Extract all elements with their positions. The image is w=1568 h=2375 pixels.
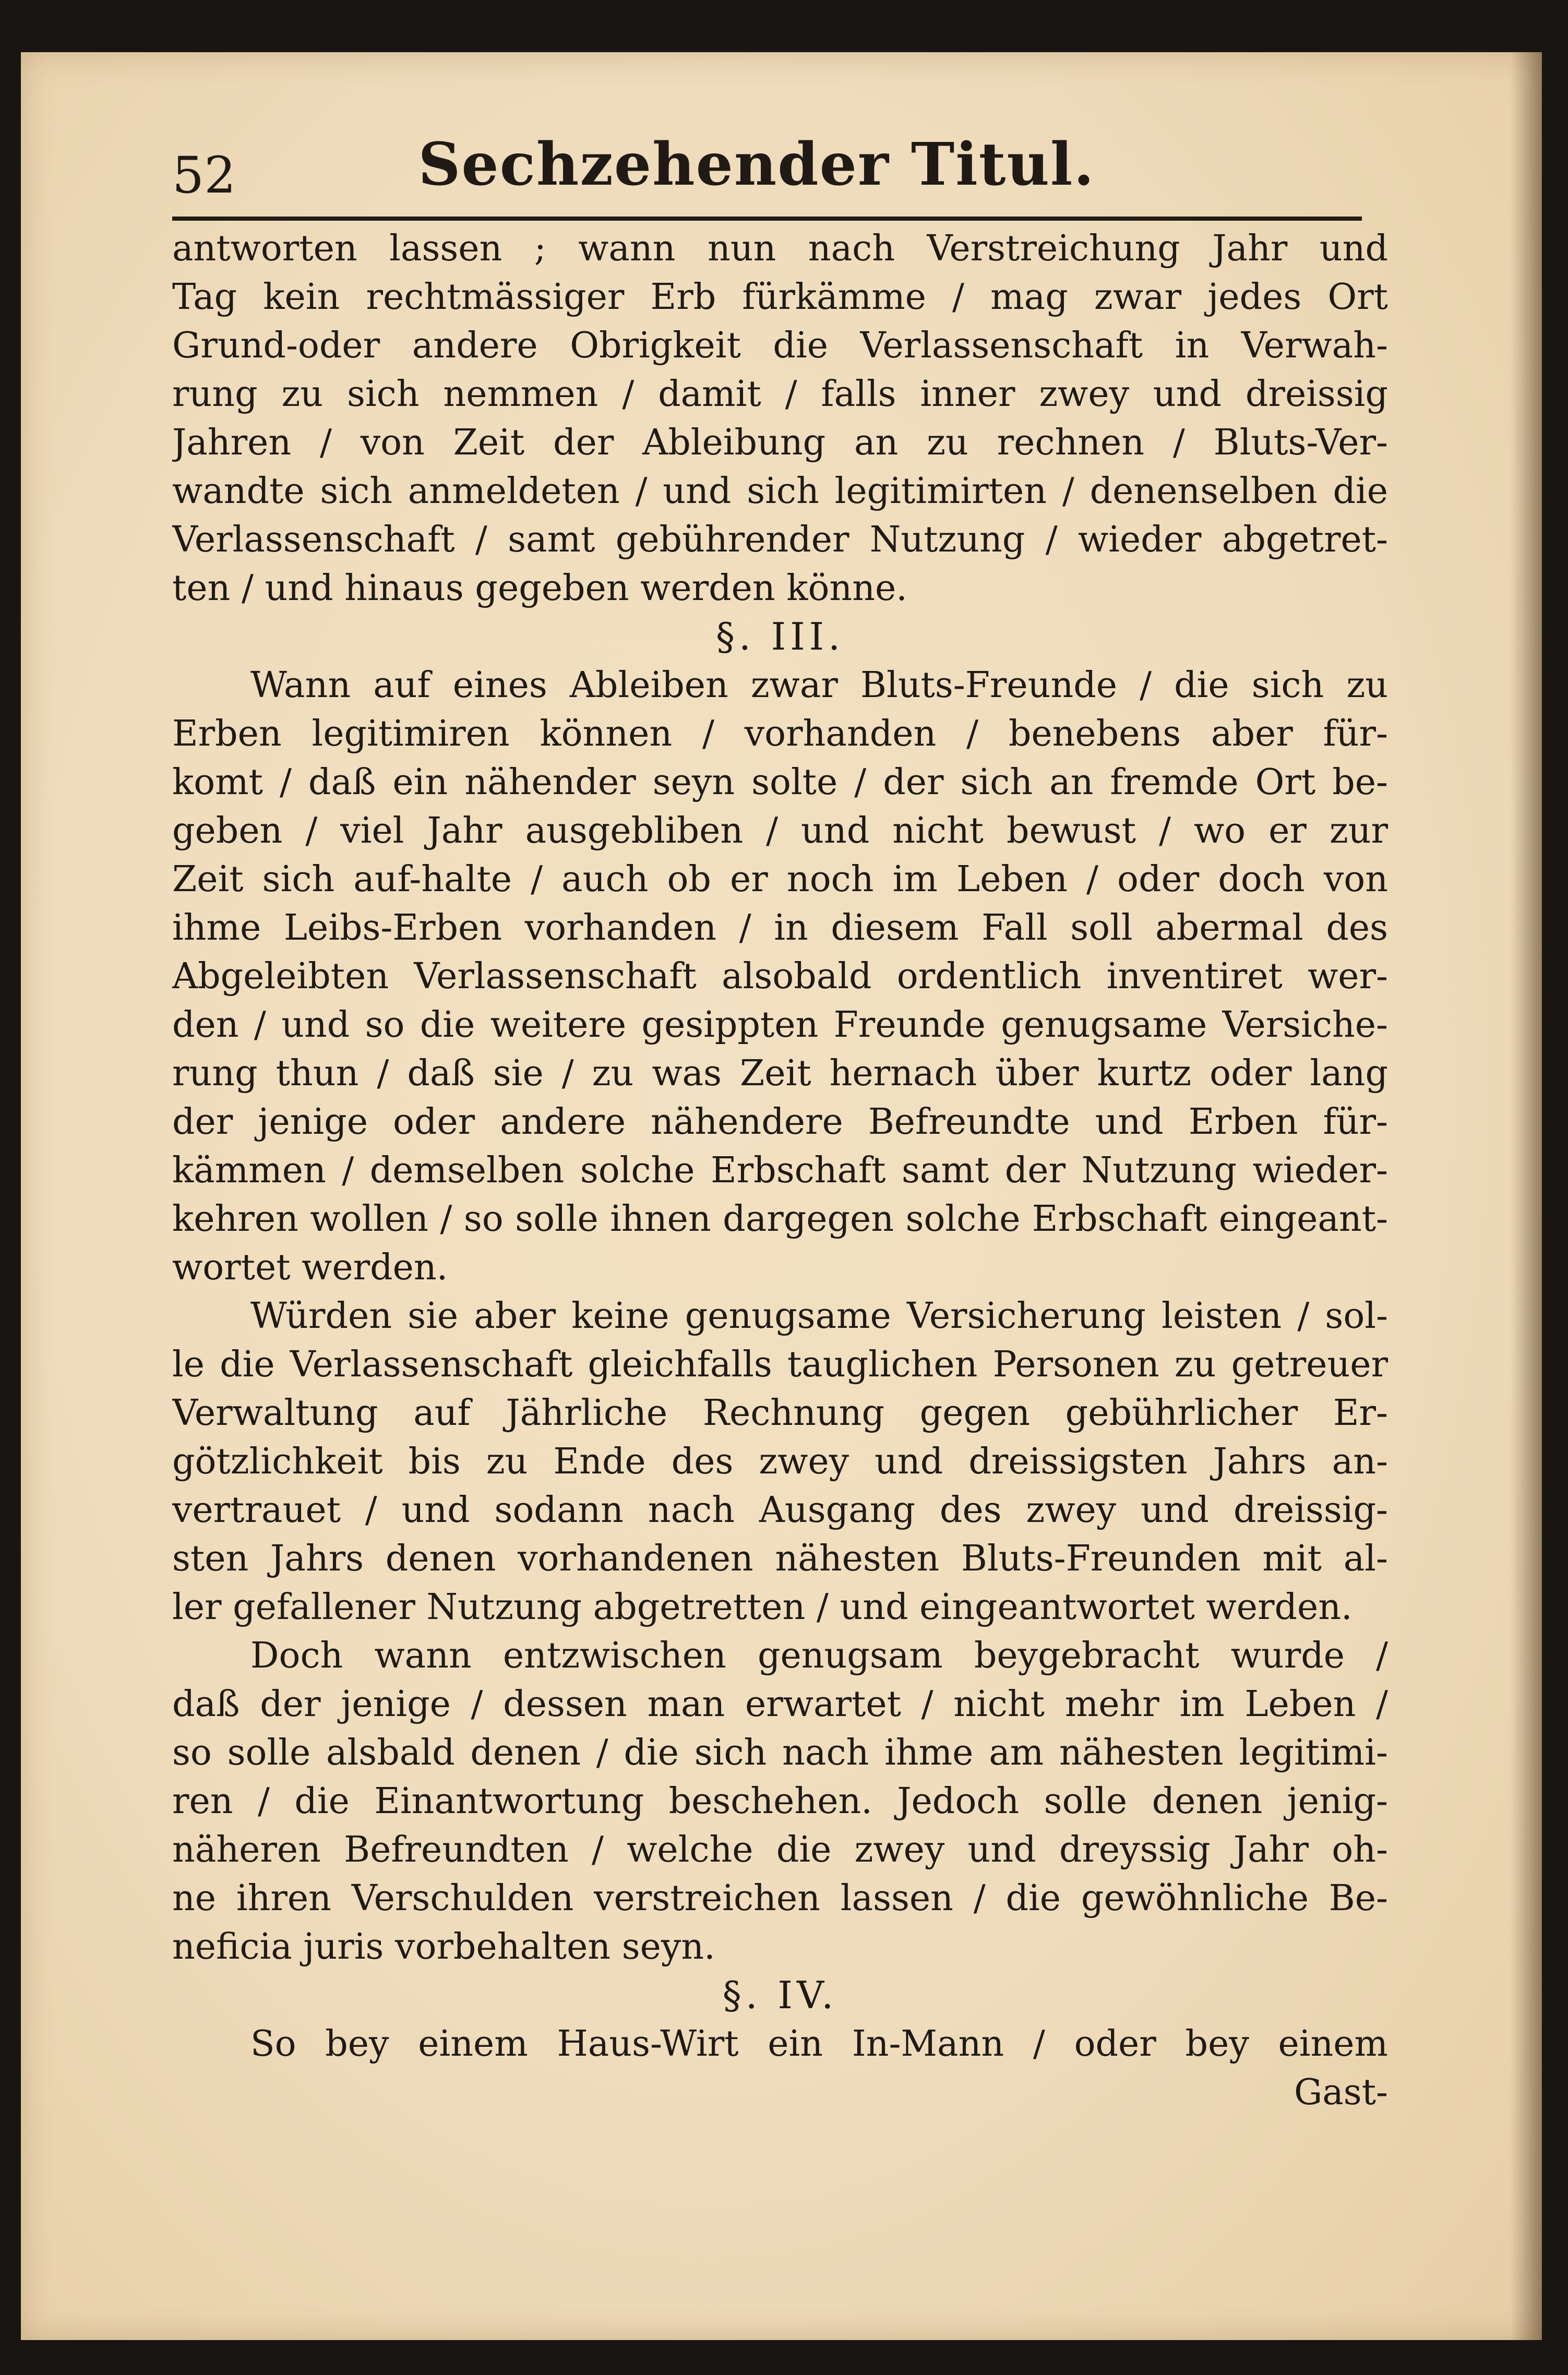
text-line: daß der jenige / dessen man erwartet / nicht mehr im Leben / [172, 1684, 1388, 1725]
text-line: näheren Befreundten / welche die zwey und dreyssig Jahr oh- [172, 1829, 1388, 1870]
text-line: antworten lassen ; wann nun nach Verstreichung Jahr und [172, 228, 1388, 269]
text-line: komt / daß ein nähender seyn solte / der sich an fremde Ort be- [172, 762, 1388, 803]
text-line: neficia juris vorbehalten seyn. [172, 1926, 715, 1968]
text-line: So bey einem Haus-Wirt ein In-Mann / oder bey einem [250, 2023, 1388, 2065]
text-line: ren / die Einantwortung beschehen. Jedoch solle denen jenig- [172, 1781, 1388, 1822]
running-title: Sechzehender Titul. [418, 130, 1095, 199]
text-line: sten Jahrs denen vorhandenen nähesten Bluts-Freunden mit al- [172, 1538, 1388, 1579]
page-header [151, 99, 1362, 203]
text-line: Wann auf eines Ableiben zwar Bluts-Freunde / die sich zu [250, 665, 1388, 706]
text-line: le die Verlassenschaft gleichfalls tauglichen Personen zu getreuer [172, 1344, 1388, 1385]
text-line: kämmen / demselben solche Erbschaft samt der Nutzung wieder- [172, 1150, 1388, 1191]
text-line: Jahren / von Zeit der Ableibung an zu rechnen / Bluts-Ver- [172, 422, 1388, 463]
page-body [172, 224, 1388, 2117]
text-line: Verlassenschaft / samt gebührender Nutzung / wieder abgetret- [172, 519, 1388, 560]
text-line: götzlichkeit bis zu Ende des zwey und dreissigsten Jahrs an- [172, 1441, 1388, 1482]
text-line: rung thun / daß sie / zu was Zeit hernach über kurtz oder lang [172, 1053, 1388, 1094]
section-heading: §. III. [716, 615, 844, 658]
text-line: geben / viel Jahr ausgebliben / und nicht bewust / wo er zur [172, 810, 1388, 851]
text-line: Würden sie aber keine genugsame Versicherung leisten / sol- [250, 1296, 1388, 1337]
text-line: rung zu sich nemmen / damit / falls inner zwey und dreissig [172, 374, 1388, 415]
text-line: der jenige oder andere nähendere Befreundte und Erben für- [172, 1101, 1388, 1143]
catchword: Gast- [1294, 2072, 1388, 2113]
text-line: Grund-oder andere Obrigkeit die Verlassenschaft in Verwah- [172, 325, 1388, 366]
text-line: wortet werden. [172, 1247, 448, 1288]
text-line: Erben legitimiren können / vorhanden / benebens aber für- [172, 713, 1388, 754]
text-line: Tag kein rechtmässiger Erb fürkämme / mag zwar jedes Ort [172, 277, 1388, 318]
header-rule [172, 217, 1362, 221]
section-heading: §. IV. [722, 1973, 838, 2017]
text-line: ne ihren Verschulden verstreichen lassen / die gewöhnliche Be- [172, 1878, 1388, 1919]
text-line: vertrauet / und sodann nach Ausgang des zwey und dreissig- [172, 1490, 1388, 1531]
page-gutter-shadow [1511, 52, 1542, 2340]
text-line: wandte sich anmeldeten / und sich legitimirten / denenselben die [172, 471, 1388, 512]
text-line: Verwaltung auf Jährliche Rechnung gegen gebührlicher Er- [172, 1393, 1388, 1434]
text-line: ihme Leibs-Erben vorhanden / in diesem Fall soll abermal des [172, 907, 1388, 949]
text-line: ler gefallener Nutzung abgetretten / und eingeantwortet werden. [172, 1587, 1352, 1628]
text-line: Zeit sich auf-halte / auch ob er noch im Leben / oder doch von [172, 859, 1388, 900]
text-line: den / und so die weitere gesippten Freunde genugsame Versiche- [172, 1004, 1388, 1046]
text-line: so solle alsbald denen / die sich nach ihme am nähesten legitimi- [172, 1732, 1388, 1773]
text-line: kehren wollen / so solle ihnen dargegen solche Erbschaft eingeant- [172, 1198, 1388, 1240]
page-number: 52 [172, 146, 236, 205]
text-line: ten / und hinaus gegeben werden könne. [172, 568, 907, 609]
text-line: Abgeleibten Verlassenschaft alsobald ordentlich inventiret wer- [172, 956, 1388, 997]
text-line: Doch wann entzwischen genugsam beygebracht wurde / [250, 1635, 1388, 1676]
